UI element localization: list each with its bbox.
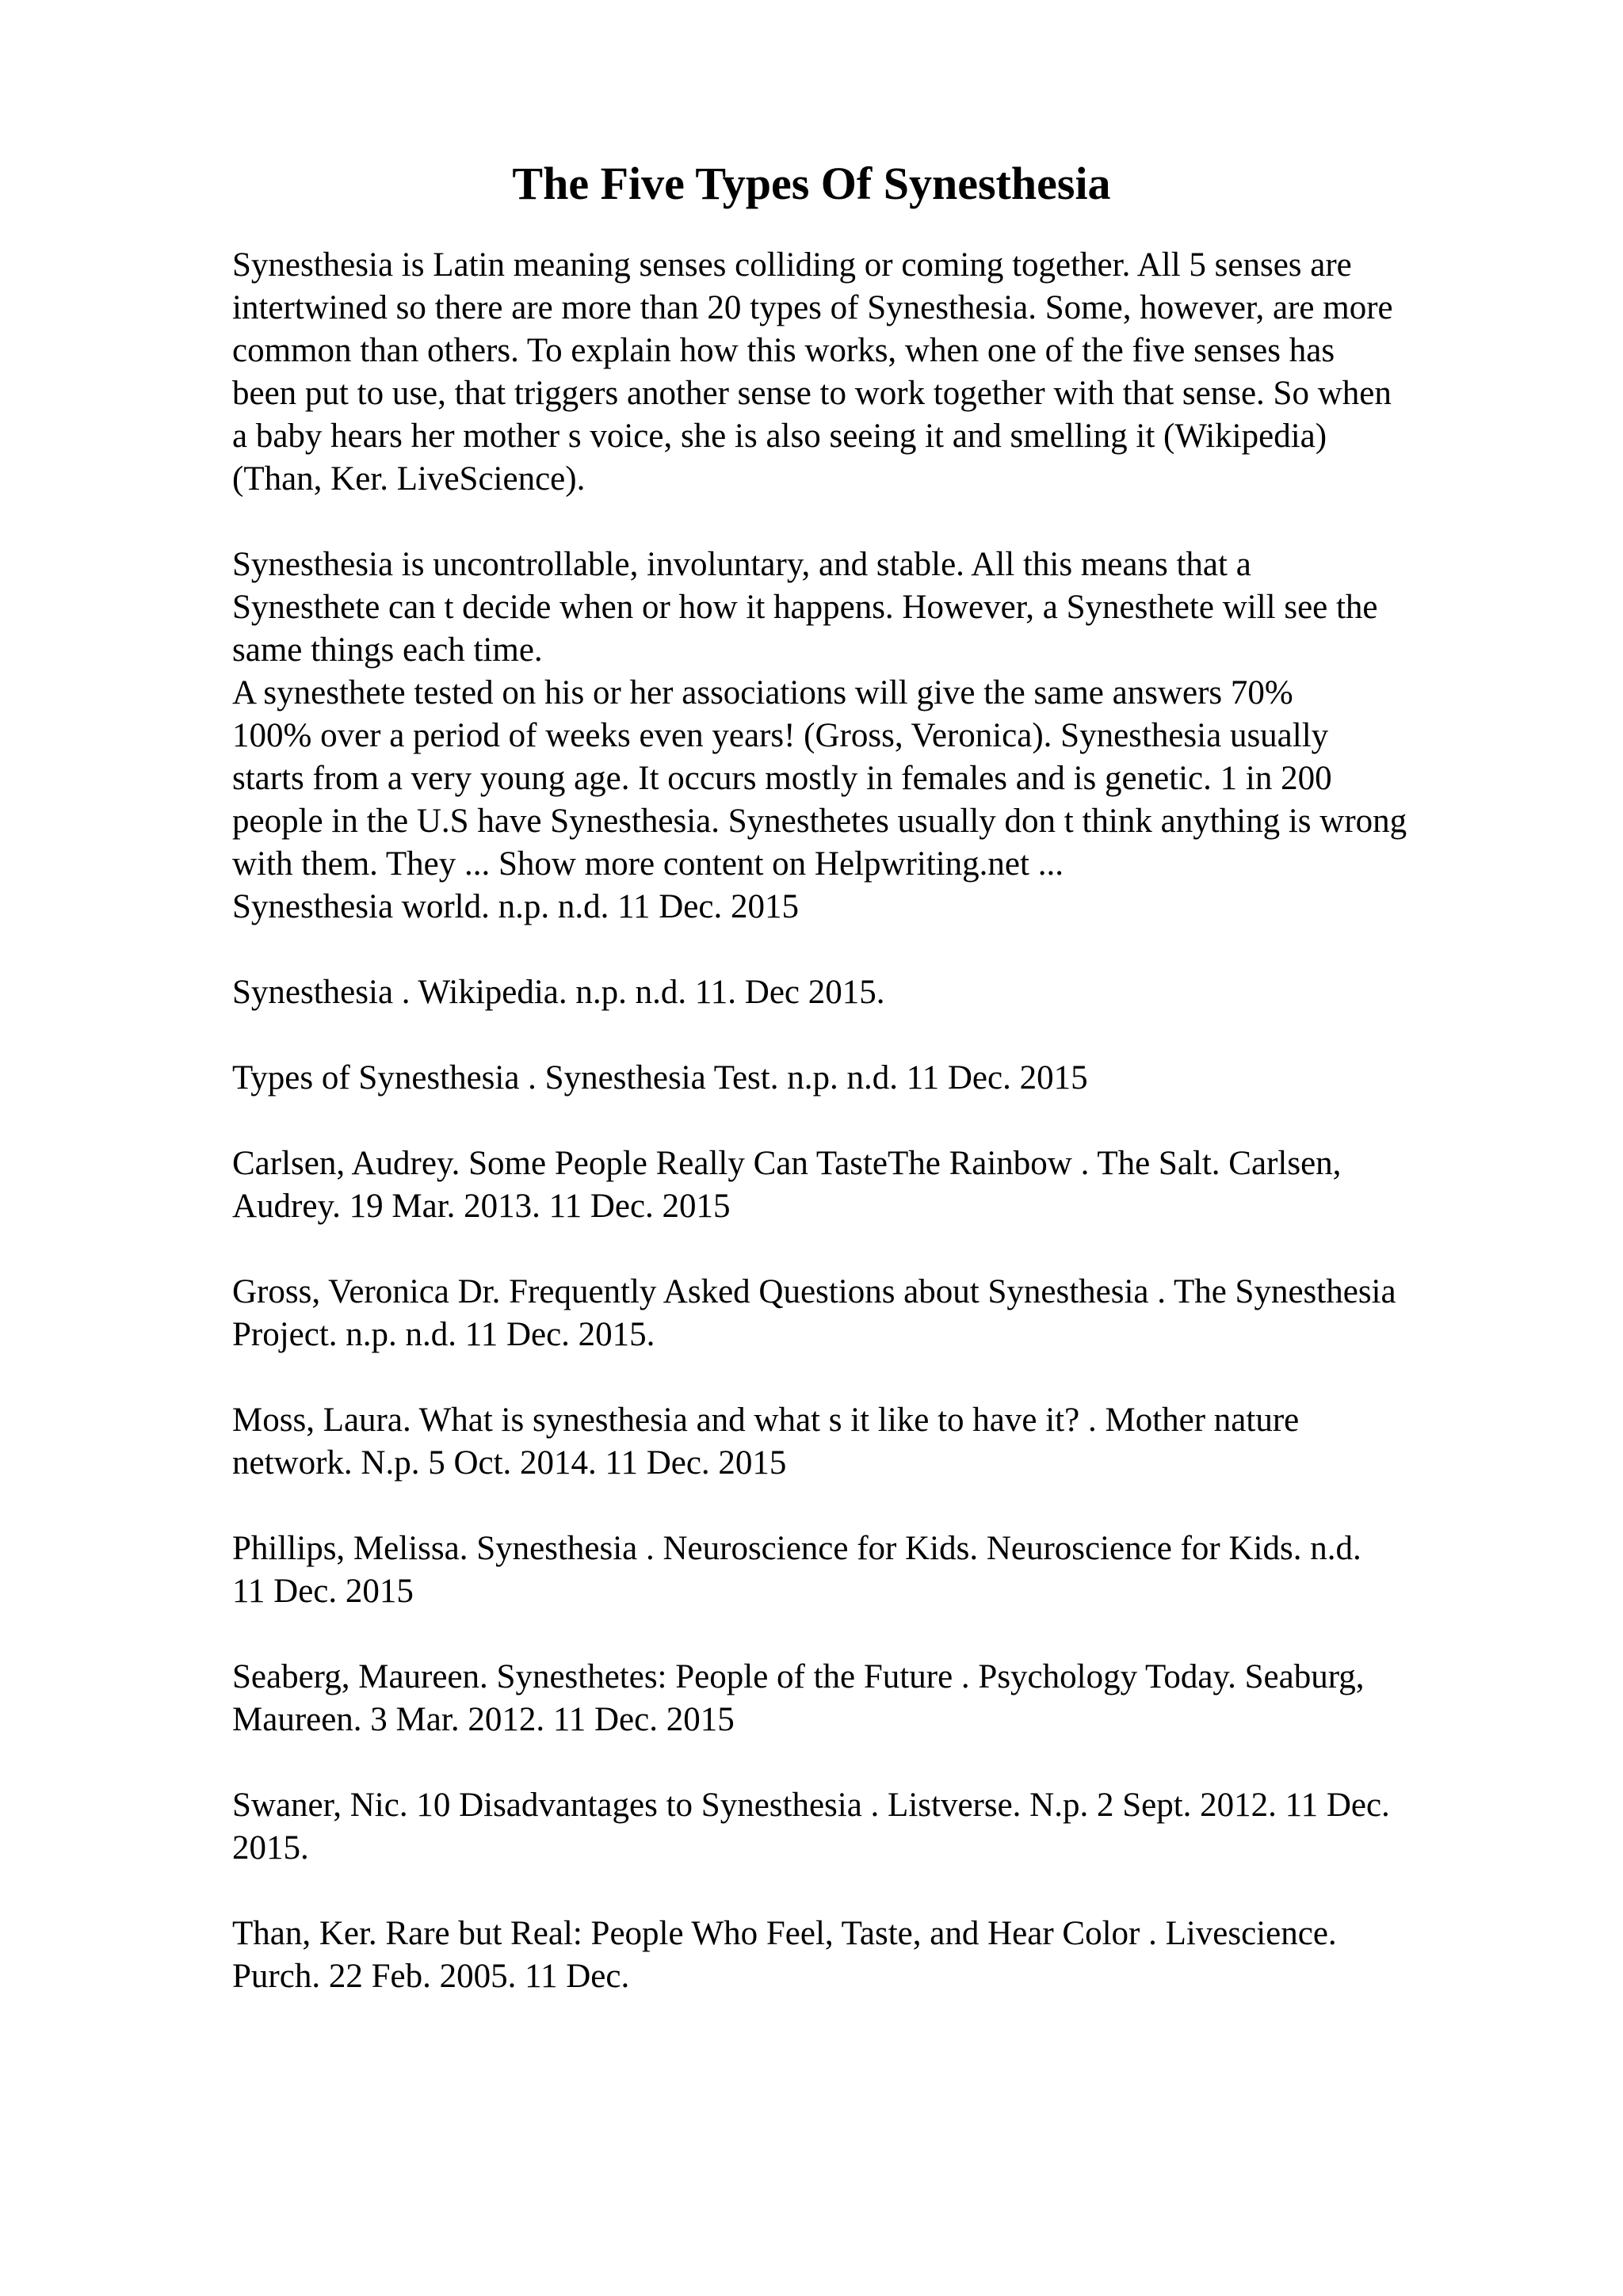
document-title: The Five Types Of Synesthesia xyxy=(512,158,1111,209)
reference-spacer xyxy=(232,1228,1532,1271)
reference-line: Seaberg, Maureen. Synesthetes: People of the Future . Psychology Today. Seaburg, xyxy=(232,1658,1365,1695)
reference-spacer xyxy=(232,1356,1532,1399)
reference-entry: Synesthesia world. n.p. n.d. 11 Dec. 2015 xyxy=(232,888,799,925)
reference-item xyxy=(232,1784,1532,1870)
reference-line: Moss, Laura. What is synesthesia and what s it like to have it? . Mother nature xyxy=(232,1402,1300,1439)
reference-line: Synesthesia . Wikipedia. n.p. n.d. 11. Dec 2015. xyxy=(232,974,885,1011)
paragraph-details xyxy=(232,543,1532,929)
text-line: 100% over a period of weeks even years! (Gross, Veronica). Synesthesia usually xyxy=(232,717,1329,754)
paragraph-intro xyxy=(232,244,1532,501)
reference-item xyxy=(232,1656,1532,1741)
text-line: Synesthesia is Latin meaning senses colliding or coming together. All 5 senses are xyxy=(232,246,1352,284)
reference-line: Project. n.p. n.d. 11 Dec. 2015. xyxy=(232,1316,655,1353)
reference-spacer xyxy=(232,1100,1532,1142)
paragraph-spacer xyxy=(232,501,1532,543)
text-line: intertwined so there are more than 20 types of Synesthesia. Some, however, are more xyxy=(232,289,1393,326)
text-line: with them. They ... Show more content on Helpwriting.net ... xyxy=(232,845,1064,883)
reference-line: Maureen. 3 Mar. 2012. 11 Dec. 2015 xyxy=(232,1701,735,1738)
reference-item xyxy=(232,1271,1532,1356)
reference-item xyxy=(232,971,1532,1014)
reference-item xyxy=(232,1913,1532,1998)
reference-line: network. N.p. 5 Oct. 2014. 11 Dec. 2015 xyxy=(232,1444,787,1482)
text-line: Synesthesia is uncontrollable, involuntary, and stable. All this means that a xyxy=(232,546,1251,583)
text-line: (Than, Ker. LiveScience). xyxy=(232,460,586,498)
reference-spacer xyxy=(232,1485,1532,1527)
text-line: same things each time. xyxy=(232,631,543,669)
reference-spacer xyxy=(232,1870,1532,1913)
reference-item xyxy=(232,1399,1532,1485)
reference-list xyxy=(232,971,1532,1998)
reference-spacer xyxy=(232,1014,1532,1057)
text-line: people in the U.S have Synesthesia. Synesthetes usually don t think anything is wrong xyxy=(232,803,1407,840)
text-line: been put to use, that triggers another sense to work together with that sense. So when xyxy=(232,375,1392,412)
document-body xyxy=(232,244,1532,1998)
reference-line: Than, Ker. Rare but Real: People Who Feel, Taste, and Hear Color . Livescience. xyxy=(232,1915,1337,1952)
reference-spacer xyxy=(232,1613,1532,1656)
reference-item xyxy=(232,1057,1532,1100)
reference-line: Audrey. 19 Mar. 2013. 11 Dec. 2015 xyxy=(232,1188,731,1225)
reference-line: 11 Dec. 2015 xyxy=(232,1573,414,1610)
reference-item xyxy=(232,1527,1532,1613)
reference-spacer xyxy=(232,1741,1532,1784)
text-line: Synesthete can t decide when or how it happens. However, a Synesthete will see the xyxy=(232,589,1378,626)
reference-line: Swaner, Nic. 10 Disadvantages to Synesthesia . Listverse. N.p. 2 Sept. 2012. 11 Dec. xyxy=(232,1787,1390,1824)
reference-line: Gross, Veronica Dr. Frequently Asked Questions about Synesthesia . The Synesthesia xyxy=(232,1273,1396,1310)
text-line: common than others. To explain how this works, when one of the five senses has xyxy=(232,332,1335,369)
reference-line: Types of Synesthesia . Synesthesia Test. n.p. n.d. 11 Dec. 2015 xyxy=(232,1059,1088,1097)
reference-line: Carlsen, Audrey. Some People Really Can TasteThe Rainbow . The Salt. Carlsen, xyxy=(232,1145,1342,1182)
reference-line: Purch. 22 Feb. 2005. 11 Dec. xyxy=(232,1958,630,1995)
text-line: A synesthete tested on his or her associations will give the same answers 70% xyxy=(232,674,1293,711)
reference-line: Phillips, Melissa. Synesthesia . Neuroscience for Kids. Neuroscience for Kids. n.d. xyxy=(232,1530,1361,1567)
text-line: a baby hears her mother s voice, she is also seeing it and smelling it (Wikipedia) xyxy=(232,418,1327,455)
paragraph-spacer xyxy=(232,929,1532,971)
reference-line: 2015. xyxy=(232,1829,309,1867)
reference-item xyxy=(232,1142,1532,1228)
text-line: starts from a very young age. It occurs mostly in females and is genetic. 1 in 200 xyxy=(232,760,1332,797)
